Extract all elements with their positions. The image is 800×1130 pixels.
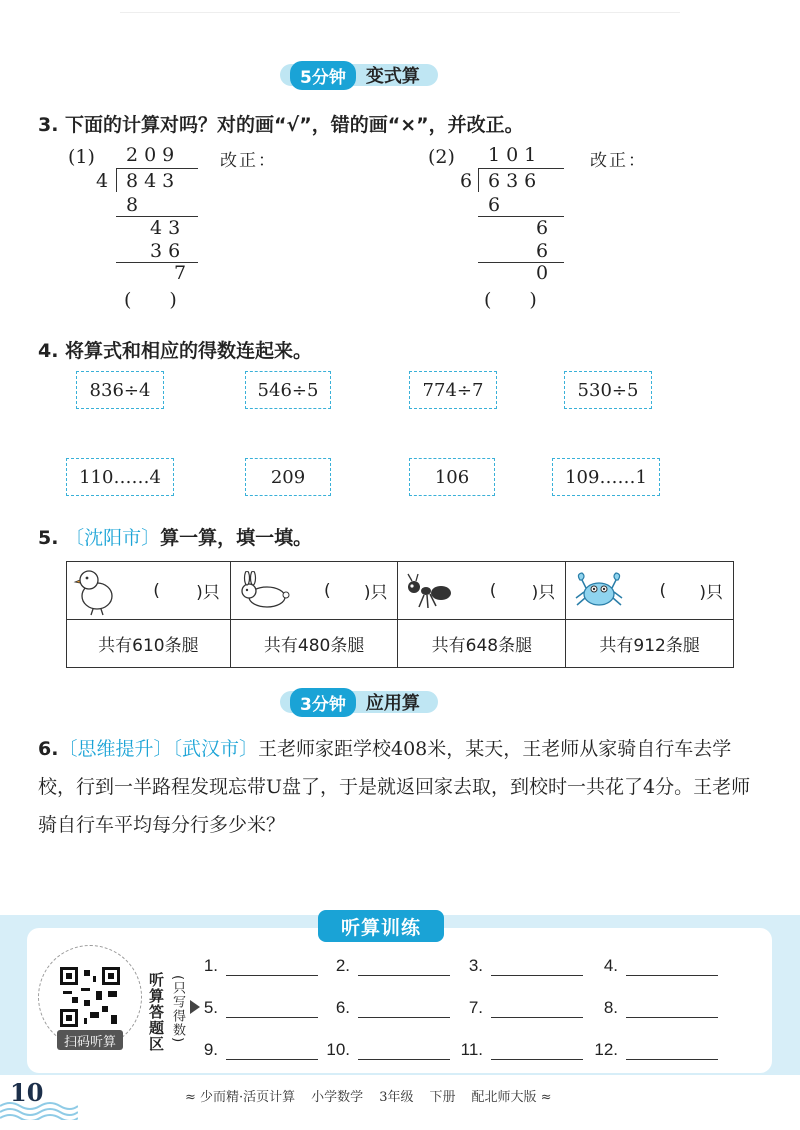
result-box[interactable]: 110……4 — [66, 458, 174, 496]
legs-total: 共有610条腿 — [67, 620, 231, 668]
answer-slot[interactable]: 1. — [190, 956, 318, 976]
answer-slot[interactable]: 11. — [455, 1040, 583, 1060]
wave-decoration-icon — [0, 1100, 78, 1120]
section-time-badge: 5分钟 — [290, 61, 356, 90]
section-header-1 — [290, 60, 420, 90]
tag-thinking: 〔思维提升〕 — [58, 738, 173, 760]
ant-icon — [404, 571, 454, 611]
division-1-step1: 8 — [126, 194, 145, 216]
answer-slot[interactable]: 3. — [455, 956, 583, 976]
answer-slot[interactable]: 6. — [322, 998, 450, 1018]
answer-slot[interactable]: 10. — [322, 1040, 450, 1060]
division-2-dividend: 636 — [488, 170, 543, 192]
answer-slot[interactable]: 4. — [590, 956, 718, 976]
division-2-divisor: 6 — [460, 170, 479, 192]
legs-total: 共有480条腿 — [230, 620, 398, 668]
result-box[interactable]: 209 — [245, 458, 331, 496]
answer-slot[interactable]: 9. — [190, 1040, 318, 1060]
qr-code-icon[interactable] — [60, 967, 120, 1027]
answer-slot[interactable]: 5. — [190, 998, 318, 1018]
scan-label: 扫码听算 — [57, 1030, 123, 1050]
division-2-remainder: 0 — [536, 262, 555, 284]
question-6-text: 王老师家距学校408米，某天，王老师从家骑自行车去学校，行到一半路程发现忘带U盘了，于是就返回家去取，到校时一共花了4分。王老师骑自行车平均每分行多少米？ — [38, 738, 751, 836]
result-box[interactable]: 109……1 — [552, 458, 660, 496]
answer-slot[interactable]: 7. — [455, 998, 583, 1018]
division-2-quotient: 101 — [488, 144, 543, 166]
answer-mark-2[interactable]: ( ) — [484, 289, 537, 311]
correction-label-2: 改正： — [590, 151, 647, 171]
answer-area-label: 听算答题区 — [147, 972, 165, 1052]
answer-slot[interactable]: 2. — [322, 956, 450, 976]
section-time-badge: 3分钟 — [290, 688, 356, 717]
chick-icon — [73, 566, 117, 616]
section-title: 应用算 — [365, 693, 420, 714]
region-tag: 〔武汉市〕 — [172, 738, 258, 760]
legs-total: 共有648条腿 — [398, 620, 566, 668]
legs-total: 共有912条腿 — [566, 620, 734, 668]
book-footer: ≈ 少而精·活页计算 小学数学 3年级 下册 配北师大版 ≈ — [185, 1090, 552, 1105]
expression-box[interactable]: 774÷7 — [409, 371, 497, 409]
section-header-2 — [290, 687, 420, 717]
result-box[interactable]: 106 — [409, 458, 495, 496]
page-number: 10 — [10, 1078, 44, 1107]
question-4-title: 4. 将算式和相应的得数连起来。 — [38, 340, 313, 362]
division-2-step3: 6 — [536, 240, 555, 262]
division-1-step3: 36 — [150, 240, 187, 262]
question-6: 6.〔思维提升〕〔武汉市〕王老师家距学校408米，某天，王老师从家骑自行车去学校，行到一半路程发现忘带U盘了，于是就返回家去取，到校时一共花了4分。王老师骑自行车平均每分行多少米？ — [38, 738, 751, 836]
top-rule — [120, 12, 680, 13]
division-2-step1: 6 — [488, 194, 507, 216]
answer-note: (只写得数) — [170, 975, 185, 1044]
division-1-label: (1) — [68, 146, 95, 168]
division-2-step2: 6 — [536, 217, 555, 239]
section-title: 变式算 — [365, 66, 420, 87]
rabbit-icon — [237, 571, 291, 611]
division-1-dividend: 843 — [126, 170, 181, 192]
expression-box[interactable]: 530÷5 — [564, 371, 652, 409]
correction-label-1: 改正： — [220, 151, 277, 171]
division-1-step2: 43 — [150, 217, 187, 239]
legs-table: ( )只 ( )只 ( )只 ( )只 共有610条腿 共有480条腿 共有648条腿 共有912条腿 — [66, 561, 734, 668]
question-5-title: 5. 〔沈阳市〕算一算，填一填。 — [38, 527, 313, 549]
answer-mark-1[interactable]: ( ) — [124, 289, 177, 311]
division-1-quotient: 209 — [126, 144, 181, 166]
answer-slot[interactable]: 8. — [590, 998, 718, 1018]
expression-box[interactable]: 546÷5 — [245, 371, 331, 409]
region-tag: 〔沈阳市〕 — [65, 527, 161, 549]
division-2-label: (2) — [428, 146, 455, 168]
crab-icon — [572, 570, 626, 612]
question-3-title: 3. 下面的计算对吗？对的画“√”，错的画“×”，并改正。 — [38, 114, 524, 136]
answer-slot[interactable]: 12. — [590, 1040, 718, 1060]
division-1-divisor: 4 — [96, 170, 115, 192]
listening-title: 听算训练 — [318, 910, 444, 942]
division-1-remainder: 7 — [174, 262, 193, 284]
expression-box[interactable]: 836÷4 — [76, 371, 164, 409]
